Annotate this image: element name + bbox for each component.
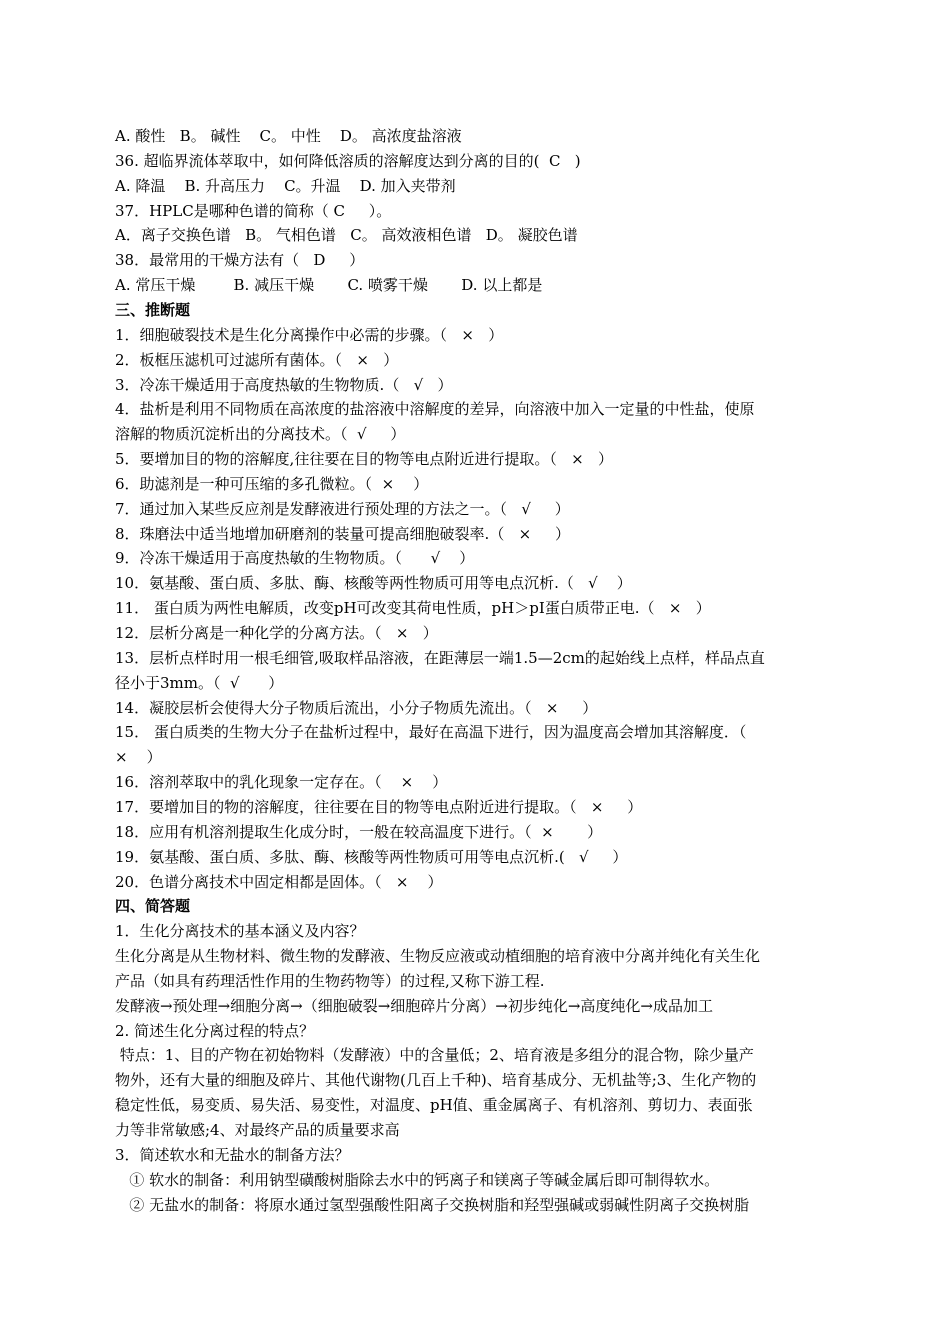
text-line: 产品（如具有药理活性作用的生物药物等）的过程,又称下游工程. — [115, 971, 545, 990]
text-line: 6．助滤剂是一种可压缩的多孔微粒。（ × ） — [115, 474, 429, 493]
text-line: 2. 简述生化分离过程的特点？ — [115, 1021, 315, 1040]
text-line: 稳定性低，易变质、易失活、易变性，对温度、pH值、重金属离子、有机溶剂、剪切力、表面张 — [115, 1096, 753, 1115]
text-line: A. 降温 B. 升高压力 C。升温 D. 加入夹带剂 — [115, 176, 456, 195]
text-line: 力等非常敏感;4、对最终产品的质量要求高 — [115, 1121, 400, 1139]
text-line: 38．最常用的干燥方法有（ D ） — [115, 251, 365, 270]
text-line: A. 酸性 B。 碱性 C。 中性 D。 高浓度盐溶液 — [115, 127, 462, 145]
text-line: 12．层析分离是一种化学的分离方法。（ × ） — [115, 624, 438, 642]
text-line: 18．应用有机溶剂提取生化成分时，一般在较高温度下进行。（ × ） — [115, 822, 603, 841]
text-line: 物外，还有大量的细胞及碎片、其他代谢物(几百上千种)、培育基成分、无机盐等;3、生化产物的 — [115, 1071, 757, 1090]
text-line: ① 软水的制备：利用钠型磺酸树脂除去水中的钙离子和镁离子等碱金属后即可制得软水。 — [115, 1170, 720, 1189]
text-line: 37．HPLC是哪种色谱的简称（ C ）。 — [115, 201, 392, 220]
text-line: 溶解的物质沉淀析出的分离技术。（ √ ） — [115, 425, 406, 444]
text-line: 8．珠磨法中适当地增加研磨剂的装量可提高细胞破裂率.（ × ） — [115, 524, 571, 543]
section-heading: 四、简答题 — [115, 897, 191, 916]
text-line: 15． 蛋白质类的生物大分子在盐析过程中，最好在高温下进行，因为温度高会增加其溶解度．（ — [115, 723, 747, 742]
text-line: 5．要增加目的物的溶解度,往往要在目的物等电点附近进行提取。（ × ） — [115, 450, 613, 469]
text-line: ② 无盐水的制备：将原水通过氢型强酸性阳离子交换树脂和羟型强碱或弱碱性阴离子交换树脂 — [115, 1195, 750, 1214]
text-line: 19．氨基酸、蛋白质、多肽、酶、核酸等两性物质可用等电点沉析.( √ ） — [115, 847, 628, 866]
text-line: 16．溶剂萃取中的乳化现象一定存在。（ × ） — [115, 773, 448, 792]
text-line: 7．通过加入某些反应剂是发酵液进行预处理的方法之一。（ √ ） — [115, 499, 570, 518]
text-line: 发酵液→预处理→细胞分离→（细胞破裂→细胞碎片分离）→初步纯化→高度纯化→成品加工 — [115, 996, 713, 1015]
text-line: 1．细胞破裂技术是生化分离操作中必需的步骤。（ × ） — [115, 325, 504, 344]
text-line: 14．凝胶层析会使得大分子物质后流出，小分子物质先流出。（ × ） — [115, 698, 598, 717]
text-line: 17．要增加目的物的溶解度，往往要在目的物等电点附近进行提取。（ × ） — [115, 797, 643, 816]
text-line: 1．生化分离技术的基本涵义及内容？ — [115, 922, 365, 941]
section-heading: 三、推断题 — [115, 300, 191, 319]
text-line: A. 常压干燥 B. 减压干燥 C. 喷雾干燥 D. 以上都是 — [115, 276, 543, 295]
text-line: 36. 超临界流体萃取中，如何降低溶质的溶解度达到分离的目的( C ) — [115, 151, 581, 170]
text-line: 4．盐析是利用不同物质在高浓度的盐溶液中溶解度的差异，向溶液中加入一定量的中性盐，使原 — [115, 400, 755, 419]
text-line: 11． 蛋白质为两性电解质，改变pH可改变其荷电性质，pH＞pI蛋白质带正电.（ × ） — [115, 599, 711, 618]
text-line: 9．冷冻干燥适用于高度热敏的生物物质。（ √ ） — [115, 549, 475, 568]
text-line: 特点：1、目的产物在初始物料（发酵液）中的含量低；2、培育液是多组分的混合物，除少量产 — [115, 1046, 754, 1065]
text-line: 生化分离是从生物材料、微生物的发酵液、生物反应液或动植细胞的培育液中分离并纯化有关生化 — [115, 947, 761, 966]
text-line: 10．氨基酸、蛋白质、多肽、酶、核酸等两性物质可用等电点沉析.（ √ ） — [115, 574, 632, 593]
text-line: 13．层析点样时用一根毛细管,吸取样品溶液，在距薄层一端1.5—2cm的起始线上点样，样品点直 — [115, 648, 765, 667]
text-line: A．离子交换色谱 B。 气相色谱 C。 高效液相色谱 D。 凝胶色谱 — [115, 226, 578, 245]
text-line: 20．色谱分离技术中固定相都是固体。（ × ） — [115, 872, 443, 891]
text-line: 2．板框压滤机可过滤所有菌体。（ × ） — [115, 350, 399, 369]
text-line: 3．冷冻干燥适用于高度热敏的生物物质.（ √ ） — [115, 375, 453, 394]
text-line: × ） — [115, 748, 162, 767]
text-line: 3．简述软水和无盐水的制备方法？ — [115, 1145, 350, 1164]
text-line: 径小于3mm。（ √ ） — [115, 673, 284, 692]
